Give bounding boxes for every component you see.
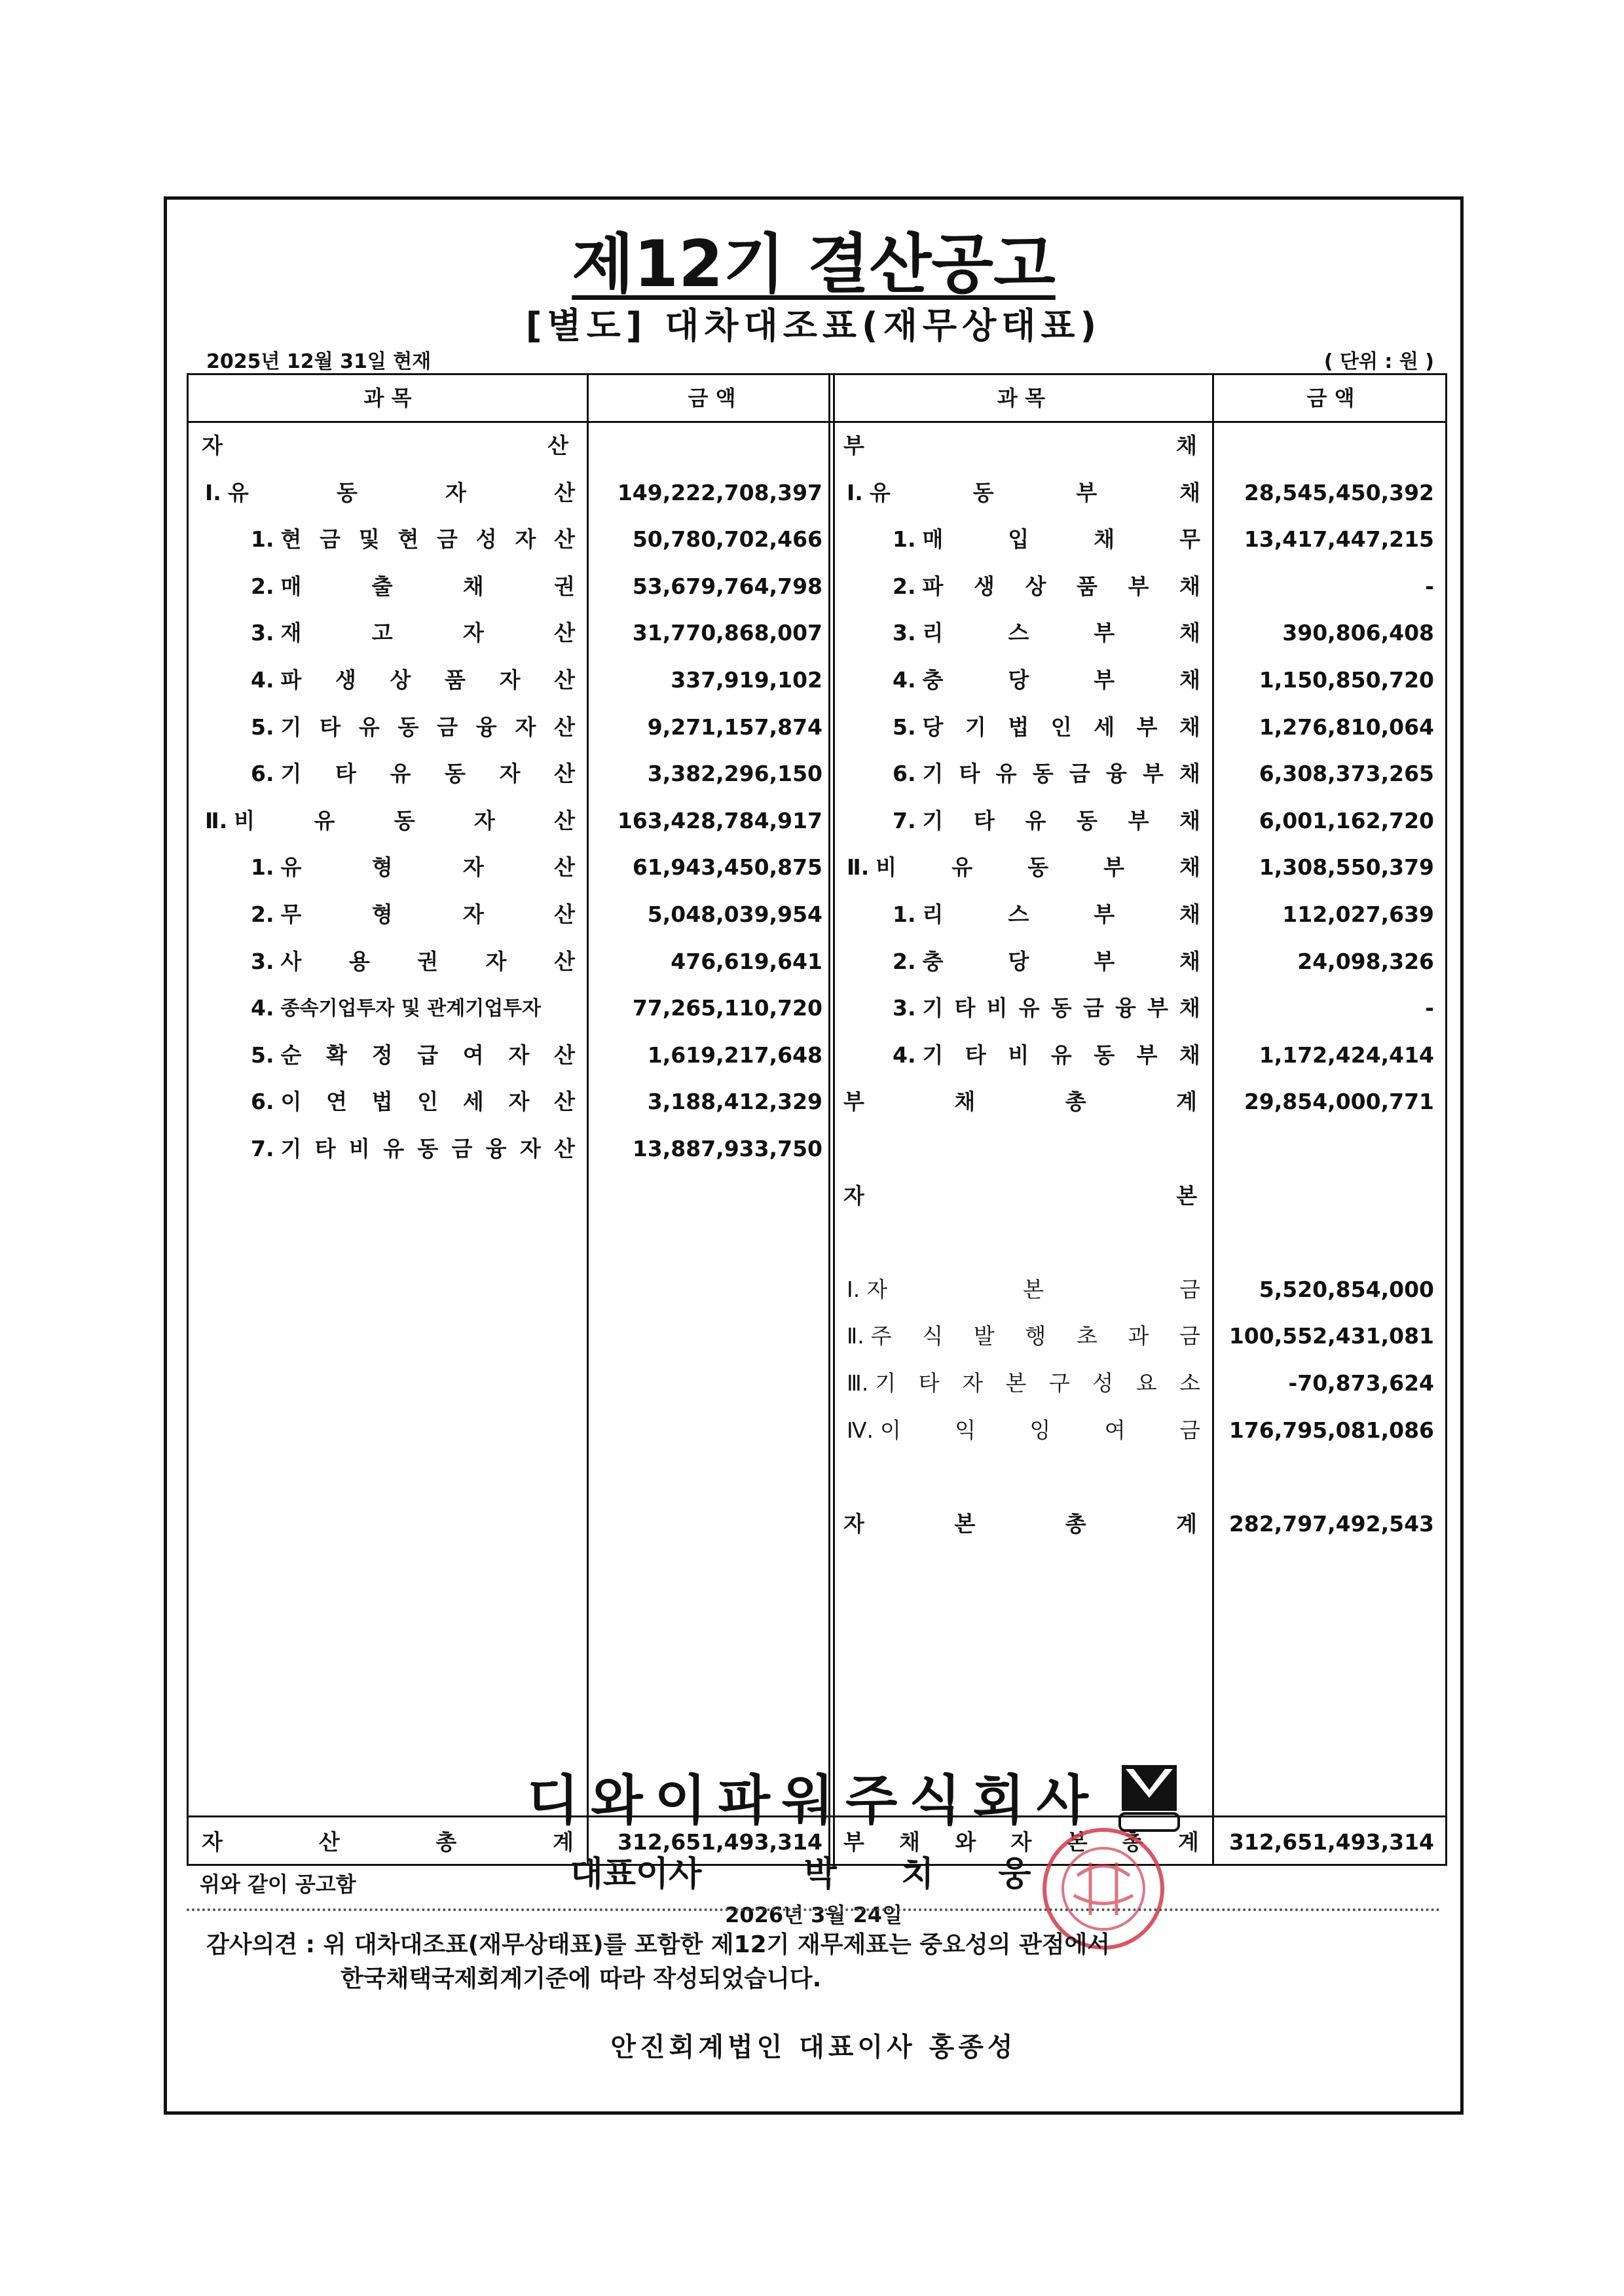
liability-row bbox=[830, 516, 1445, 562]
asset-row-label-text: 기 타 비 유 동 금 융 자 산 bbox=[280, 1136, 575, 1161]
liability-row bbox=[830, 704, 1445, 750]
liability-row-label-text: 유 동 부 채 bbox=[869, 479, 1200, 505]
liability-row bbox=[830, 610, 1445, 656]
asset-row-label bbox=[251, 750, 575, 797]
liabilities-section-char: 부 bbox=[843, 433, 864, 458]
subtitle: [별도] 대차대조표(재무상태표) bbox=[525, 305, 1102, 346]
liability-row-label-text: 기 타 비 유 동 금 융 부 채 bbox=[922, 995, 1200, 1021]
asset-row-label-prefix: 3. bbox=[251, 948, 274, 974]
liabilities-equity-total-char: 채 bbox=[899, 1829, 921, 1855]
liability-row-amount: 112,027,639 bbox=[1282, 902, 1434, 927]
liability-row-label-text: 비 유 동 부 채 bbox=[876, 854, 1200, 881]
liability-row-label-prefix: 7. bbox=[893, 807, 916, 833]
asset-row-amount: 13,887,933,750 bbox=[632, 1136, 822, 1161]
liability-row-amount: 390,806,408 bbox=[1282, 620, 1434, 646]
asset-row-label-prefix: Ⅱ. bbox=[205, 807, 228, 833]
notice-frame bbox=[164, 196, 1464, 2115]
asset-row-amount: 476,619,641 bbox=[671, 948, 822, 974]
asset-row-label-prefix: 6. bbox=[251, 1089, 274, 1115]
asset-row-amount: 337,919,102 bbox=[671, 667, 822, 693]
asset-row-label-text: 재 고 자 산 bbox=[280, 620, 575, 646]
asset-row-label-text: 무 형 자 산 bbox=[280, 902, 575, 927]
asset-row bbox=[189, 610, 833, 656]
liability-row-label-prefix: 1. bbox=[893, 526, 916, 553]
assets-section-char: 산 bbox=[547, 433, 568, 458]
asset-row-amount: 149,222,708,397 bbox=[617, 479, 822, 505]
liabilities-total-char: 부 bbox=[843, 1089, 864, 1115]
liability-row-label bbox=[893, 797, 1200, 844]
asset-row-label-text: 기 타 유 동 자 산 bbox=[280, 761, 575, 787]
equity-total-char: 본 bbox=[954, 1510, 976, 1537]
liability-row bbox=[830, 657, 1445, 703]
liability-row-label-prefix: Ⅱ. bbox=[847, 854, 870, 881]
equity-row-amount: 5,520,854,000 bbox=[1259, 1276, 1434, 1302]
liability-row-label bbox=[893, 985, 1200, 1031]
equity-section-label bbox=[843, 1173, 1197, 1219]
asset-row-amount: 3,188,412,329 bbox=[647, 1089, 822, 1115]
liability-row-amount: 1,150,850,720 bbox=[1259, 667, 1434, 693]
equity-row-label bbox=[847, 1407, 1200, 1453]
liability-row bbox=[830, 563, 1445, 610]
asset-row-label-prefix: 2. bbox=[251, 902, 274, 927]
ceo-title: 대표이사 bbox=[570, 1854, 702, 1894]
asset-row bbox=[189, 891, 833, 938]
asset-row-label-text: 기 타 유 동 금 융 자 산 bbox=[280, 714, 575, 740]
asset-row bbox=[189, 797, 833, 844]
liabilities-total bbox=[830, 1078, 1445, 1125]
liabilities-total-label bbox=[843, 1078, 1197, 1125]
equity-row-amount: -70,873,624 bbox=[1288, 1370, 1434, 1396]
asset-row bbox=[189, 469, 833, 516]
asset-row bbox=[189, 985, 833, 1031]
equity-section bbox=[830, 1173, 1445, 1219]
asset-row-amount: 53,679,764,798 bbox=[632, 573, 822, 599]
liability-row-label-prefix: Ⅰ. bbox=[847, 479, 863, 505]
liability-row-label-prefix: 4. bbox=[893, 1042, 916, 1068]
equity-section-char: 본 bbox=[1176, 1182, 1197, 1209]
asset-row bbox=[189, 657, 833, 703]
liability-row-label-prefix: 3. bbox=[893, 995, 916, 1021]
asset-row-label-text: 현 금 및 현 금 성 자 산 bbox=[280, 526, 575, 553]
liability-row-label-prefix: 2. bbox=[893, 948, 916, 974]
asset-row-label-text: 이 연 법 인 세 자 산 bbox=[280, 1089, 575, 1115]
liabilities-section-char: 채 bbox=[1176, 433, 1197, 458]
liabilities-total-char: 계 bbox=[1176, 1089, 1197, 1115]
header-amount: 금 액 bbox=[688, 386, 736, 410]
liability-row-label bbox=[847, 469, 1200, 516]
asset-row bbox=[189, 844, 833, 890]
asset-row-label-prefix: 1. bbox=[251, 854, 274, 881]
liability-row-label-text: 기 타 비 유 동 부 채 bbox=[922, 1042, 1200, 1068]
liability-row-label bbox=[893, 610, 1200, 656]
equity-row-label-text: 주 식 발 행 초 과 금 bbox=[870, 1323, 1200, 1349]
liability-row-label bbox=[893, 938, 1200, 985]
asset-row-amount: 3,382,296,150 bbox=[647, 761, 822, 787]
page-title: 제12기 결산공고 bbox=[572, 227, 1056, 302]
liabilities-equity-total-char: 총 bbox=[1122, 1829, 1143, 1855]
header-amount: 금 액 bbox=[1306, 386, 1355, 410]
asset-row-label-prefix: 1. bbox=[251, 526, 274, 553]
liability-row-label bbox=[893, 1032, 1200, 1078]
equity-total-char: 계 bbox=[1176, 1510, 1197, 1537]
equity-row bbox=[830, 1266, 1445, 1313]
asset-row-label-text: 순 확 정 급 여 자 산 bbox=[280, 1042, 575, 1068]
liability-row-amount: 1,276,810,064 bbox=[1259, 714, 1434, 740]
assets-total-amount: 312,651,493,314 bbox=[617, 1829, 822, 1855]
liability-row-label-text: 리 스 부 채 bbox=[922, 620, 1200, 646]
asset-row bbox=[189, 563, 833, 610]
liability-row-amount: 28,545,450,392 bbox=[1244, 479, 1434, 505]
equity-total-char: 총 bbox=[1065, 1510, 1086, 1537]
audit-line-1: 위 대차대조표(재무상태표)를 포함한 제12기 재무제표는 중요성의 관점에서 bbox=[323, 1931, 1111, 1958]
equity-row bbox=[830, 1360, 1445, 1406]
liabilities-equity-total-char: 본 bbox=[1066, 1829, 1088, 1855]
equity-total-amount: 282,797,492,543 bbox=[1228, 1510, 1434, 1537]
liabilities-equity-total-char: 와 bbox=[955, 1829, 976, 1855]
asset-row-amount: 163,428,784,917 bbox=[617, 807, 822, 833]
liability-row bbox=[830, 797, 1445, 844]
asset-row-label bbox=[251, 844, 575, 890]
equity-row-label-text: 자 본 금 bbox=[866, 1276, 1200, 1302]
equity-row bbox=[830, 1407, 1445, 1453]
liabilities-equity-total-char: 부 bbox=[843, 1829, 864, 1855]
divider bbox=[187, 1908, 1441, 1911]
asset-row-label bbox=[251, 516, 575, 562]
equity-total bbox=[830, 1501, 1445, 1547]
asset-row-label-text: 유 동 자 산 bbox=[227, 479, 575, 505]
liability-row bbox=[830, 985, 1445, 1031]
asset-row-label bbox=[251, 1032, 575, 1078]
asset-row-label-prefix: 5. bbox=[251, 1042, 274, 1068]
asset-row-label-prefix: 6. bbox=[251, 761, 274, 787]
equity-row-label-prefix: Ⅰ. bbox=[847, 1276, 860, 1302]
liability-row bbox=[830, 891, 1445, 938]
asset-row-label bbox=[251, 891, 575, 938]
notice-text: 위와 같이 공고함 bbox=[200, 1872, 356, 1897]
assets-total-char: 산 bbox=[318, 1829, 340, 1855]
equity-row-label bbox=[847, 1313, 1200, 1359]
equity-row-label-prefix: Ⅱ. bbox=[847, 1323, 864, 1349]
liability-row-label bbox=[893, 891, 1200, 938]
asset-row-label bbox=[251, 704, 575, 750]
asset-row-amount: 77,265,110,720 bbox=[632, 995, 822, 1021]
auditor-name: 안진회계법인 대표이사 홍종성 bbox=[610, 2032, 1017, 2062]
asset-row-label-text: 비 유 동 자 산 bbox=[234, 807, 575, 833]
assets-total-char: 계 bbox=[553, 1829, 574, 1855]
asset-row bbox=[189, 704, 833, 750]
asset-row-label-text: 파 생 상 품 자 산 bbox=[280, 667, 575, 693]
liability-row-label-text: 기 타 유 동 금 융 부 채 bbox=[922, 761, 1200, 787]
liability-row-label-text: 매 입 채 무 bbox=[922, 526, 1200, 553]
assets-total-char: 총 bbox=[435, 1829, 457, 1855]
liability-row-label bbox=[893, 657, 1200, 703]
asset-row-label-prefix: 4. bbox=[251, 667, 274, 693]
asset-row-label bbox=[251, 938, 575, 985]
liabilities-equity-total-char: 자 bbox=[1010, 1829, 1032, 1855]
liabilities-total-char: 총 bbox=[1065, 1089, 1086, 1115]
liabilities-total-char: 채 bbox=[954, 1089, 976, 1115]
asset-row-label-prefix: 7. bbox=[251, 1136, 274, 1161]
equity-row-label-text: 이 익 잉 여 금 bbox=[879, 1417, 1200, 1443]
liability-row-label-prefix: 1. bbox=[893, 902, 916, 927]
liability-row bbox=[830, 844, 1445, 890]
liabilities-equity-total-char: 계 bbox=[1178, 1829, 1199, 1855]
asset-row-amount: 50,780,702,466 bbox=[632, 526, 822, 553]
audit-line-2: 한국채택국제회계기준에 따라 작성되었습니다. bbox=[341, 1965, 822, 1992]
liability-row-label bbox=[893, 563, 1200, 610]
company-logo-icon bbox=[1116, 1761, 1182, 1833]
date-line: 2025년 12월 31일 현재 bbox=[206, 350, 432, 373]
asset-row-label-prefix: Ⅰ. bbox=[205, 479, 221, 505]
asset-row-label-text: 유 형 자 산 bbox=[280, 854, 575, 881]
liability-row-label-text: 파 생 상 품 부 채 bbox=[922, 573, 1200, 599]
asset-row-label bbox=[205, 469, 575, 516]
asset-row-label bbox=[251, 610, 575, 656]
ceo-name: 박 치 웅 bbox=[803, 1854, 1058, 1894]
liability-row-label-prefix: 5. bbox=[893, 714, 916, 740]
liabilities-equity-table bbox=[828, 373, 1447, 1866]
liability-row-amount: - bbox=[1425, 573, 1434, 599]
equity-row-label-text: 기 타 자 본 구 성 요 소 bbox=[875, 1370, 1200, 1396]
asset-row-label-text: 종속기업투자 및 관계기업투자 bbox=[280, 996, 542, 1020]
asset-row-label-prefix: 2. bbox=[251, 573, 274, 599]
asset-row-amount: 5,048,039,954 bbox=[647, 902, 822, 927]
equity-row-amount: 100,552,431,081 bbox=[1228, 1323, 1434, 1349]
asset-row-label bbox=[251, 657, 575, 703]
liabilities-section-label bbox=[843, 422, 1197, 469]
assets-section-label bbox=[202, 422, 568, 469]
asset-row-label-prefix: 3. bbox=[251, 620, 274, 646]
equity-row-amount: 176,795,081,086 bbox=[1228, 1417, 1434, 1443]
asset-row bbox=[189, 516, 833, 562]
assets-section bbox=[189, 422, 833, 469]
liability-row-label-prefix: 3. bbox=[893, 620, 916, 646]
equity-row-label-prefix: Ⅲ. bbox=[847, 1370, 869, 1396]
liability-row-label bbox=[893, 704, 1200, 750]
assets-table bbox=[187, 373, 835, 1866]
liability-row bbox=[830, 1032, 1445, 1078]
asset-row-amount: 61,943,450,875 bbox=[632, 854, 822, 881]
liability-row bbox=[830, 750, 1445, 797]
asset-row-label bbox=[251, 1078, 575, 1125]
equity-row bbox=[830, 1313, 1445, 1359]
asset-row-amount: 1,619,217,648 bbox=[647, 1042, 822, 1068]
asset-row-label bbox=[251, 985, 575, 1031]
asset-row-amount: 31,770,868,007 bbox=[632, 620, 822, 646]
unit-line: ( 단위 : 원 ) bbox=[1323, 350, 1434, 373]
audit-opinion bbox=[206, 1928, 1110, 1996]
liability-row-amount: 6,001,162,720 bbox=[1259, 807, 1434, 833]
liability-row-label-text: 충 당 부 채 bbox=[922, 948, 1200, 974]
asset-row-label bbox=[251, 1125, 575, 1172]
asset-row-amount: 9,271,157,874 bbox=[647, 714, 822, 740]
audit-label: 감사의견 : bbox=[206, 1931, 316, 1958]
liability-row-amount: 24,098,326 bbox=[1297, 948, 1434, 974]
equity-total-char: 자 bbox=[843, 1510, 864, 1537]
liability-row-amount: 1,172,424,414 bbox=[1259, 1042, 1434, 1068]
liability-row-label bbox=[893, 750, 1200, 797]
liability-row-label bbox=[893, 516, 1200, 562]
equity-row-label bbox=[847, 1360, 1200, 1406]
equity-row-label bbox=[847, 1266, 1200, 1313]
liability-row-label bbox=[847, 844, 1200, 890]
equity-total-label bbox=[843, 1501, 1197, 1547]
asset-row bbox=[189, 1078, 833, 1125]
liability-row-amount: 1,308,550,379 bbox=[1259, 854, 1434, 881]
liability-row-amount: 13,417,447,215 bbox=[1244, 526, 1434, 553]
asset-row-label-prefix: 4. bbox=[251, 995, 274, 1021]
asset-row-label-text: 사 용 권 자 산 bbox=[280, 948, 575, 974]
liability-row-label-text: 기 타 유 동 부 채 bbox=[922, 807, 1200, 833]
header-item: 과 목 bbox=[997, 386, 1045, 410]
company-name: 디와이파워주식회사 bbox=[527, 1770, 1100, 1832]
liability-row-label-prefix: 6. bbox=[893, 761, 916, 787]
liability-row-label-text: 당 기 법 인 세 부 채 bbox=[922, 714, 1200, 740]
header-item: 과 목 bbox=[363, 386, 412, 410]
asset-row-label bbox=[251, 563, 575, 610]
liability-row bbox=[830, 938, 1445, 985]
assets-section-char: 자 bbox=[202, 433, 223, 458]
liabilities-equity-total-amount: 312,651,493,314 bbox=[1228, 1829, 1434, 1855]
asset-row bbox=[189, 1125, 833, 1172]
asset-row bbox=[189, 1032, 833, 1078]
asset-row-label-prefix: 5. bbox=[251, 714, 274, 740]
equity-section-char: 자 bbox=[843, 1182, 864, 1209]
assets-total-char: 자 bbox=[202, 1829, 223, 1855]
liabilities-section bbox=[830, 422, 1445, 469]
liability-row bbox=[830, 469, 1445, 516]
liabilities-total-amount: 29,854,000,771 bbox=[1244, 1089, 1434, 1115]
liability-row-label-prefix: 4. bbox=[893, 667, 916, 693]
equity-row-label-prefix: Ⅳ. bbox=[847, 1417, 874, 1443]
asset-row bbox=[189, 750, 833, 797]
asset-row-label bbox=[205, 797, 575, 844]
liability-row-amount: - bbox=[1425, 995, 1434, 1021]
liability-row-amount: 6,308,373,265 bbox=[1259, 761, 1434, 787]
liability-row-label-text: 충 당 부 채 bbox=[922, 667, 1200, 693]
liability-row-label-text: 리 스 부 채 bbox=[922, 902, 1200, 927]
asset-row bbox=[189, 938, 833, 985]
liability-row-label-prefix: 2. bbox=[893, 573, 916, 599]
ceo-signature-line bbox=[167, 1846, 1460, 1895]
asset-row-label-text: 매 출 채 권 bbox=[280, 573, 575, 599]
notice-date: 2026년 3월 24일 bbox=[725, 1903, 902, 1927]
